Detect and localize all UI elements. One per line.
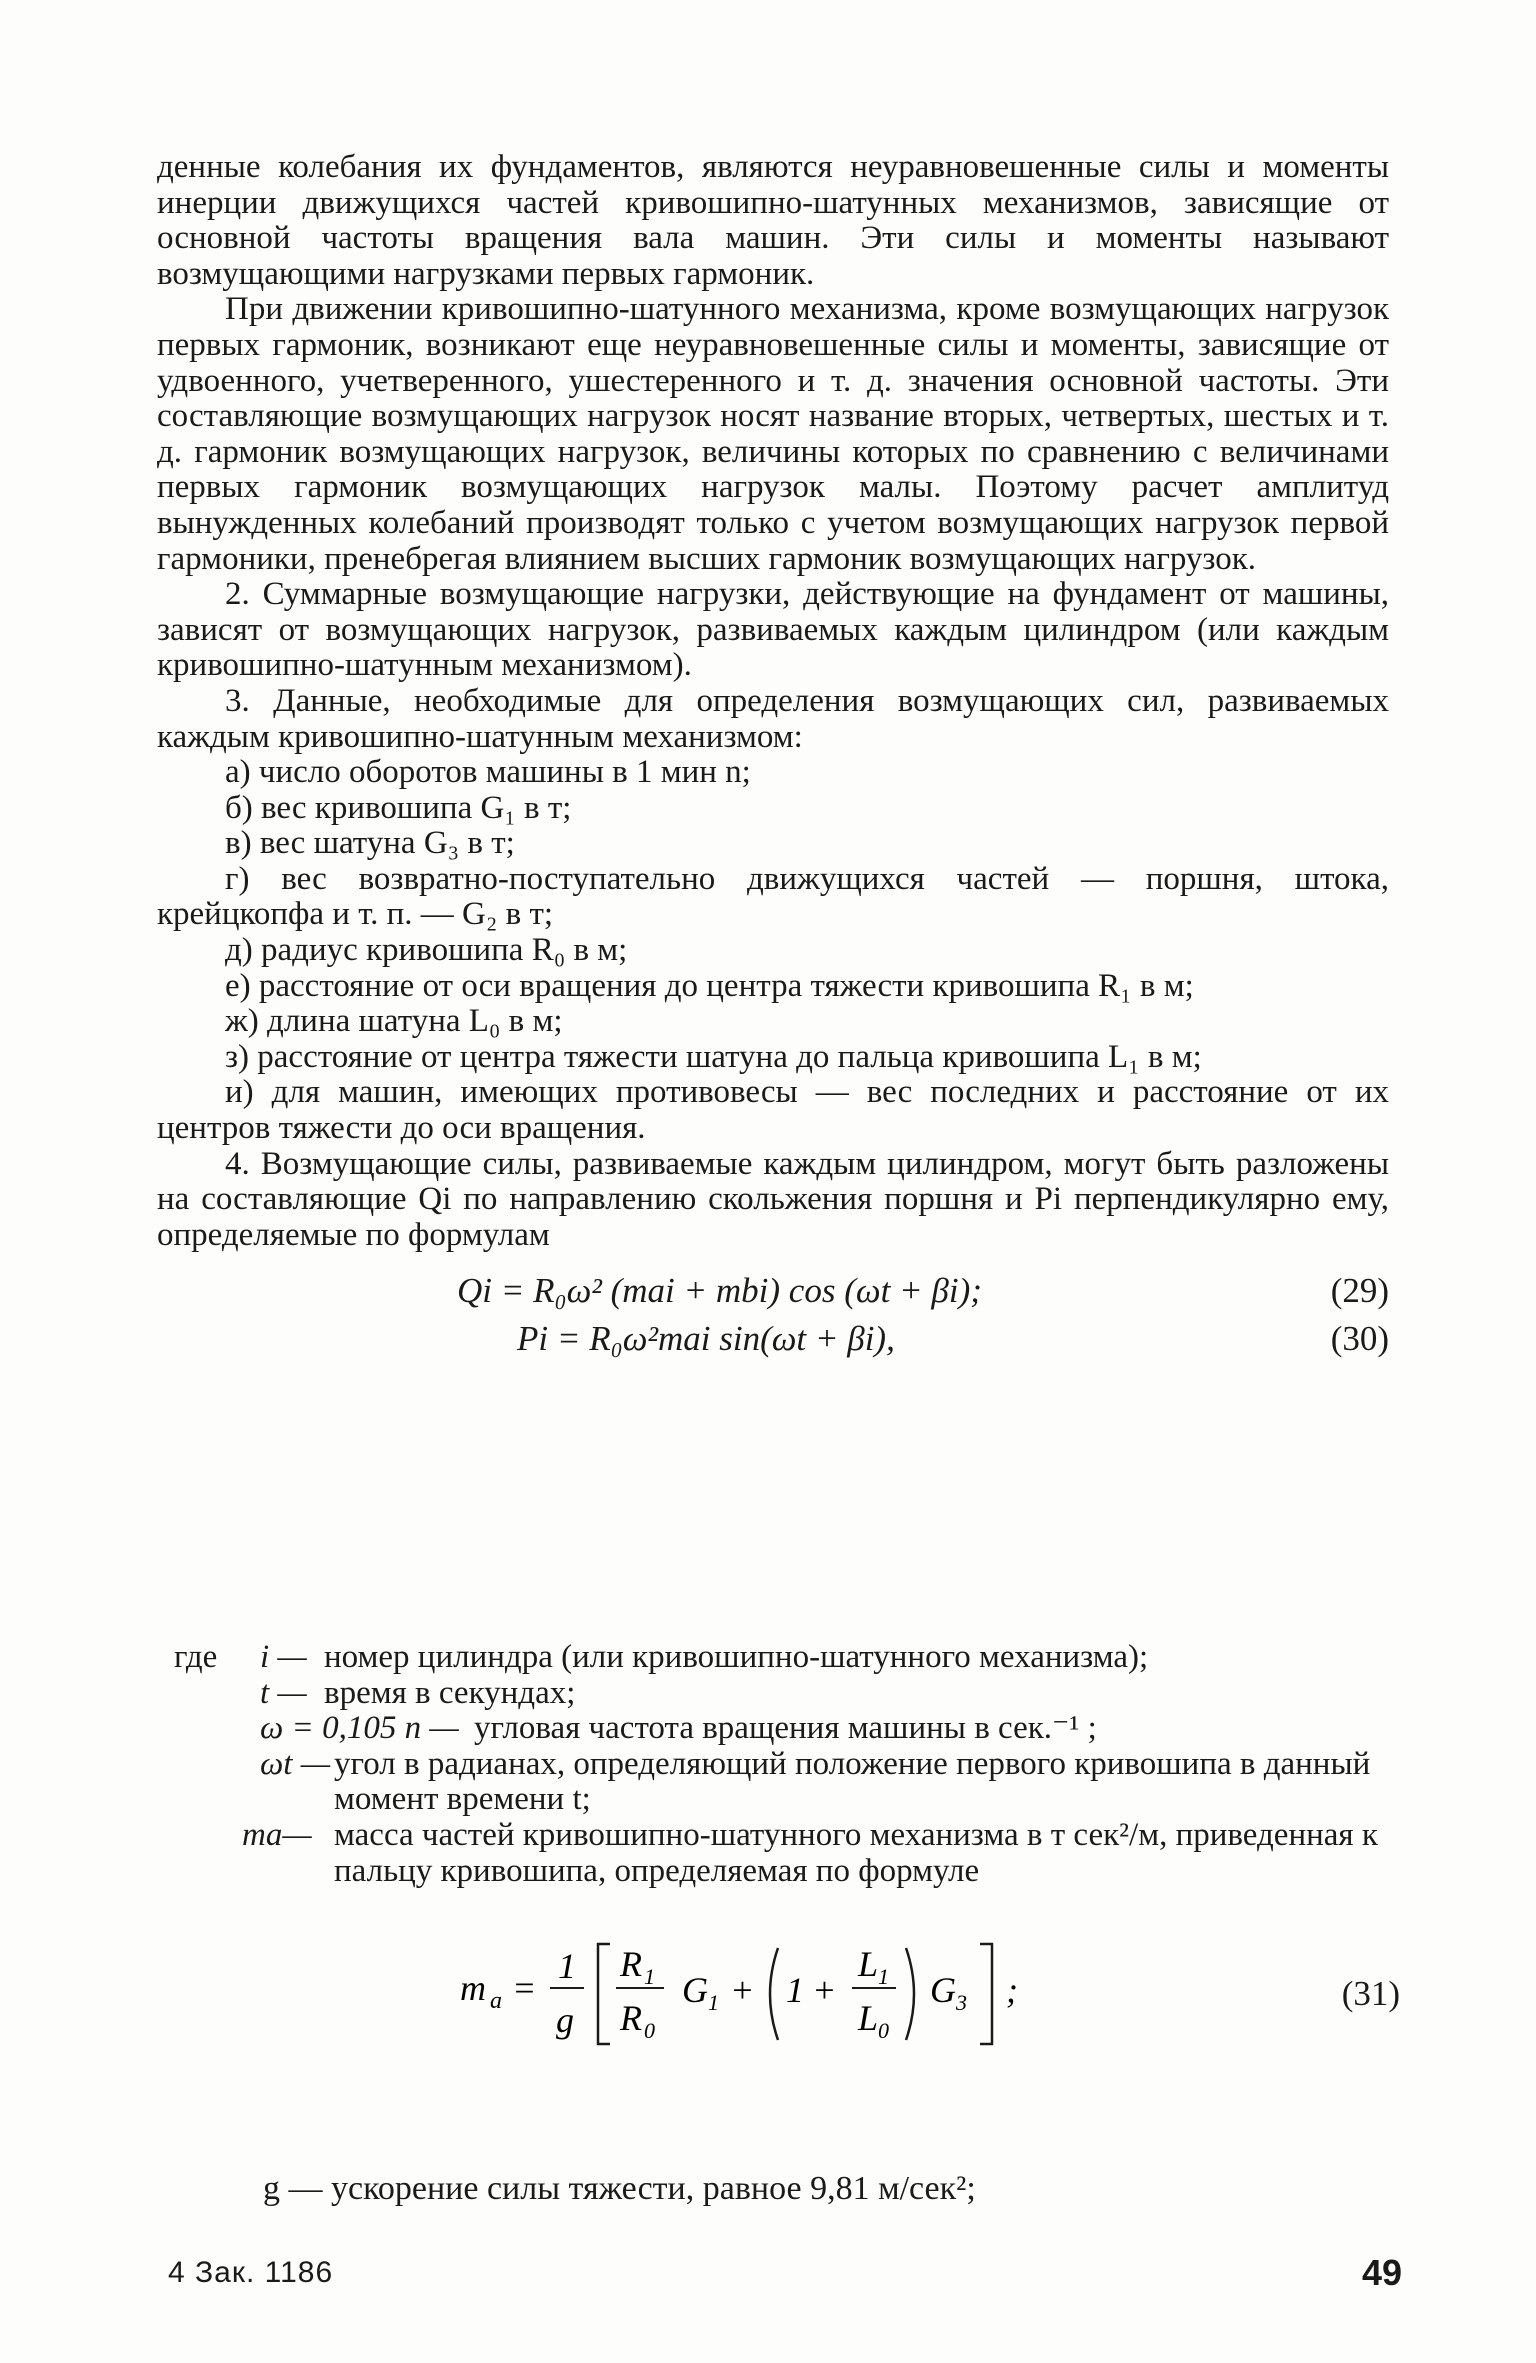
paragraph-4: 3. Данные, необходимые для определения возмущающих сил, развиваемых каждым кривошипно-шатунным механизмом: [157,682,1389,755]
svg-text:+: + [812,1970,837,2010]
svg-text:L: L [858,1944,879,1984]
definition-symbol: ωt — [260,1745,331,1782]
svg-text:+: + [730,1970,755,2010]
data-list [157,755,1389,1147]
definition-symbol: i — [260,1639,307,1675]
main-text [157,150,1389,1363]
formula-30-body: Pi = R₀ω²mai sin(ωt + βi), [517,1319,895,1359]
svg-text:=: = [512,1968,537,2008]
definition-text: масса частей кривошипно-шатунного механизма в т сек²/м, приведенная к пальцу кривошипа, определяемая по формуле [334,1816,1378,1889]
svg-text:1: 1 [644,1964,655,1989]
formula-31-number: (31) [1341,1974,1400,2013]
svg-text:g: g [556,2000,574,2040]
definitions-list [174,1640,1389,1889]
formula-30-number: (30) [1330,1319,1389,1359]
svg-text:R: R [620,1944,642,1984]
svg-text:a: a [490,1988,502,2014]
page-number: 49 [1361,2252,1402,2293]
where-label: где [174,1639,218,1675]
paragraph-5: 4. Возмущающие силы, развиваемые каждым цилиндром, могут быть разложены на составляющие Qi по направлению скольжения поршня и Pi перпендикулярно ему, определяемые по формулам [157,1145,1389,1253]
definition-symbol: ω = 0,105 n — [260,1710,459,1747]
svg-text:0: 0 [878,2018,889,2043]
svg-text:1: 1 [786,1970,804,2010]
list-item: г) вес возвратно-поступательно движущихся частей — поршня, штока, крейцкопфа и т. п. — G₂ в т; [157,860,1389,933]
definition-row [174,1818,1389,1889]
list-item: б) вес кривошипа G₁ в т; [225,789,572,826]
formula-29-body: Qi = R₀ω² (mai + mbi) cos (ωt + βi); [457,1271,982,1311]
svg-text:1: 1 [708,1990,719,2015]
list-item: д) радиус кривошипа R₀ в м; [225,932,628,969]
definition-row [174,1676,1389,1712]
list-item: в) вес шатуна G₃ в т; [225,825,515,862]
svg-text:0: 0 [644,2018,655,2043]
svg-text:m: m [460,1968,486,2008]
paragraph-3: 2. Суммарные возмущающие нагрузки, действующие на фундамент от машины, зависят от возмущающих нагрузок, развиваемых каждым цилиндром (или каждым кривошипно-шатунным механизмом). [157,576,1389,684]
definition-row [174,1747,1389,1818]
svg-text:3: 3 [956,1990,967,2015]
formula-31 [460,1930,1400,2050]
definition-text: угол в радианах, определяющий положение первого кривошипа в данный момент времени t; [334,1745,1371,1818]
definition-text: время в секундах; [324,1674,576,1711]
svg-text:1: 1 [878,1964,889,1989]
definition-symbol: ma— [242,1816,312,1853]
list-item: и) для машин, имеющих противовесы — вес последних и расстояние от их центров тяжести до оси вращения. [157,1074,1389,1147]
list-item: з) расстояние от центра тяжести шатуна до пальца кривошипа L₁ в м; [225,1038,1202,1075]
definition-text: угловая частота вращения машины в сек.⁻¹ ; [474,1710,1097,1747]
formula-29 [157,1267,1389,1315]
list-item: ж) длина шатуна L₀ в м; [225,1003,563,1040]
svg-text:L: L [858,1998,879,2038]
formula-30 [157,1315,1389,1363]
list-item: е) расстояние от оси вращения до центра тяжести кривошипа R₁ в м; [225,967,1194,1004]
svg-text:R: R [620,1998,642,2038]
definition-text: номер цилиндра (или кривошипно-шатунного механизма); [324,1639,1149,1675]
formula-31-graphic [460,1930,1400,2050]
list-item: а) число оборотов машины в 1 мин n; [225,754,751,791]
svg-text:G: G [930,1970,956,2010]
formula-29-number: (29) [1330,1271,1389,1311]
definition-symbol: t — [260,1674,307,1711]
definition-row [174,1711,1389,1747]
definition-row [174,1640,1389,1676]
svg-text:1: 1 [558,1946,576,1986]
svg-text:G: G [682,1970,708,2010]
paragraph-2: При движении кривошипно-шатунного механизма, кроме возмущающих нагрузок первых гармоник, возникают еще неуравновешенные силы и моменты, зависящие от удвоенного, учетверенного, ушестеренного и т. д. значения основной частоты. Эти составляющие возмущающих нагрузок носят название вторых, четвертых, шестых и т. д. гармоник возмущающих нагрузок, величины которых по сравнению с величинами первых гармоник возмущающих нагрузок малы. Поэтому расчет амплитуд вынужденных колебаний производят только с учетом возмущающих нагрузок первой гармоники, пренебрегая влиянием высших гармоник возмущающих нагрузок. [157,291,1389,577]
svg-text:;: ; [1006,1970,1018,2010]
gravity-definition: g — ускорение силы тяжести, равное 9,81 м/сек²; [263,2170,976,2207]
paragraph-1: денные колебания их фундаментов, являются неуравновешенные силы и моменты инерции движущихся частей кривошипно-шатунных механизмов, зависящие от основной частоты вращения вала машин. Эти силы и моменты называют возмущающими нагрузками первых гармоник. [157,149,1389,292]
print-order-mark: 4 Зак. 1186 [168,2256,334,2289]
